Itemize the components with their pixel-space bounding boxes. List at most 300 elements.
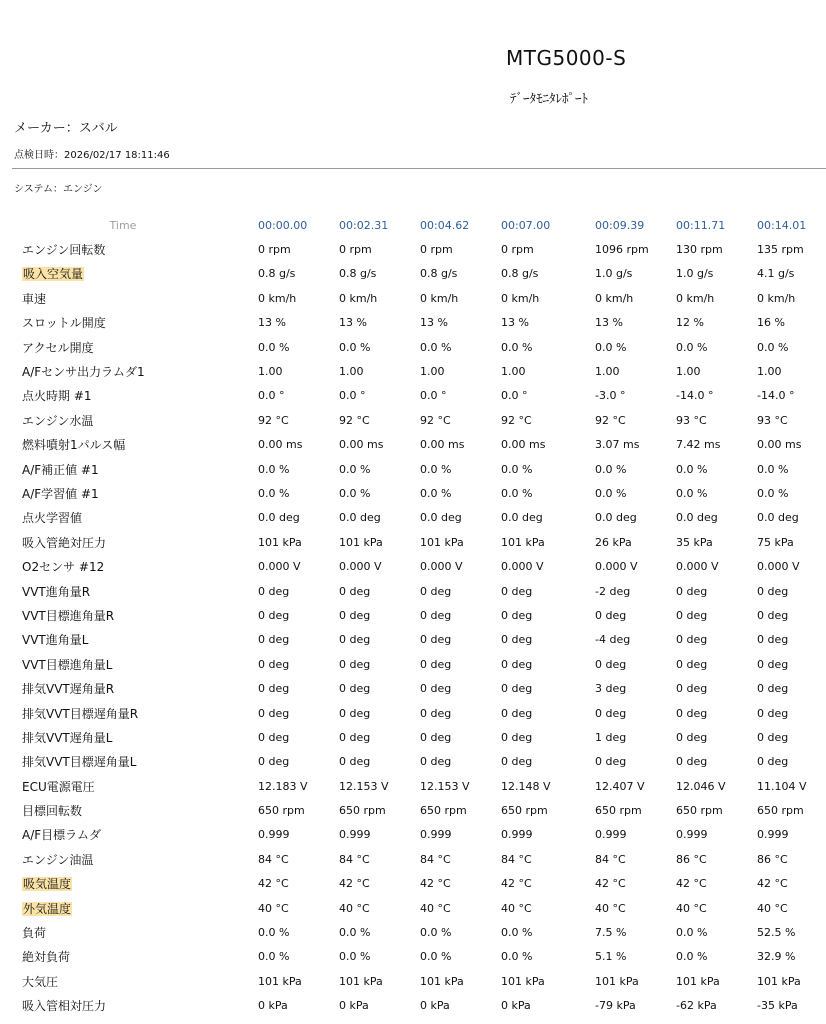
table-row [18, 823, 818, 847]
parameter-name: 吸気温度 [23, 877, 72, 892]
value-cell: 1096 rpm [595, 243, 649, 257]
value-cell: 0 deg [420, 633, 452, 647]
value-cell: 0 deg [501, 682, 533, 696]
value-cell: 650 rpm [676, 804, 723, 818]
parameter-name: 排気VVT目標遅角量L [22, 755, 137, 770]
value-cell: 7.42 ms [676, 438, 721, 452]
value-cell: 0 deg [757, 633, 789, 647]
value-cell: 650 rpm [757, 804, 804, 818]
value-cell: 0 kPa [420, 999, 450, 1013]
parameter-name: VVT進角量L [22, 633, 89, 648]
value-cell: 0.8 g/s [501, 267, 539, 281]
value-cell: 40 °C [258, 901, 289, 915]
value-cell: 0 km/h [595, 291, 634, 305]
value-cell: 0 deg [595, 755, 627, 769]
time-header-cell: 00:02.31 [339, 218, 389, 232]
value-cell: 0 rpm [420, 243, 453, 257]
table-row [18, 872, 818, 896]
value-cell: 101 kPa [339, 535, 383, 549]
time-header-cell: 00:09.39 [595, 218, 645, 232]
value-cell: 40 °C [339, 901, 370, 915]
value-cell: 92 °C [501, 413, 532, 427]
value-cell: 13 % [595, 316, 623, 330]
value-cell: 130 rpm [676, 243, 723, 257]
parameter-name-cell [18, 457, 258, 481]
value-cell: 11.104 V [757, 779, 807, 793]
parameter-name: 排気VVT遅角量L [22, 730, 113, 745]
parameter-name: A/F目標ラムダ [22, 828, 102, 843]
table-row [18, 237, 818, 261]
parameter-name: 車速 [22, 291, 47, 306]
parameter-name: エンジン水温 [22, 413, 94, 428]
value-cell: 650 rpm [501, 804, 548, 818]
header-divider [12, 168, 826, 169]
value-cell: 1.00 [339, 365, 364, 379]
value-cell: 101 kPa [339, 974, 383, 988]
value-cell: 101 kPa [501, 974, 545, 988]
value-cell: 0 deg [757, 682, 789, 696]
parameter-name: 負荷 [22, 926, 47, 941]
value-cell: 0.0 % [757, 486, 789, 500]
parameter-name-cell [18, 506, 258, 530]
value-cell: 1.00 [258, 365, 283, 379]
value-cell: 0 deg [420, 706, 452, 720]
parameter-name-cell [18, 725, 258, 749]
value-cell: 0 deg [420, 730, 452, 744]
table-row [18, 457, 818, 481]
value-cell: 0 deg [339, 755, 371, 769]
value-cell: 0.0 ° [501, 389, 528, 403]
parameter-name-cell [18, 262, 258, 286]
value-cell: 0 deg [339, 706, 371, 720]
value-cell: 0 deg [339, 682, 371, 696]
value-cell: 0.8 g/s [258, 267, 296, 281]
table-row [18, 579, 818, 603]
value-cell: 0.00 ms [420, 438, 465, 452]
table-row [18, 262, 818, 286]
value-cell: 0.000 V [757, 560, 800, 574]
parameter-name: 点火学習値 [22, 511, 83, 526]
parameter-name: 排気VVT目標遅角量R [22, 706, 139, 721]
value-cell: 92 °C [258, 413, 289, 427]
value-cell: 0 deg [676, 730, 708, 744]
table-row [18, 506, 818, 530]
value-cell: 0.999 [595, 828, 627, 842]
time-header-cell: 00:04.62 [420, 218, 470, 232]
value-cell: 1 deg [595, 730, 627, 744]
value-cell: 1.00 [757, 365, 782, 379]
value-cell: 0.0 % [420, 926, 452, 940]
value-cell: 1.0 g/s [595, 267, 633, 281]
value-cell: 0 deg [676, 633, 708, 647]
parameter-name: 外気温度 [23, 901, 72, 916]
parameter-name: O2センサ #12 [22, 560, 105, 575]
value-cell: 0 deg [501, 657, 533, 671]
parameter-name-cell [18, 676, 258, 700]
value-cell: 0 deg [676, 584, 708, 598]
value-cell: 650 rpm [420, 804, 467, 818]
value-cell: 0.00 ms [339, 438, 384, 452]
value-cell: 0 deg [501, 706, 533, 720]
value-cell: 0.0 % [339, 462, 371, 476]
value-cell: 0.0 deg [676, 511, 718, 525]
value-cell: 0.0 % [595, 462, 627, 476]
value-cell: 0 deg [757, 657, 789, 671]
value-cell: 0.0 % [501, 486, 533, 500]
table-row [18, 969, 818, 993]
table-row [18, 750, 818, 774]
value-cell: 0.0 % [676, 462, 708, 476]
value-cell: 0 deg [339, 584, 371, 598]
value-cell: 0.000 V [595, 560, 638, 574]
value-cell: 101 kPa [420, 535, 464, 549]
parameter-name: VVT目標進角量L [22, 657, 113, 672]
value-cell: 0.0 % [757, 340, 789, 354]
value-cell: -14.0 ° [757, 389, 795, 403]
maker-label: メーカー：スバル [14, 121, 118, 136]
value-cell: 0 deg [258, 657, 290, 671]
parameter-name: VVT進角量R [22, 584, 91, 599]
parameter-name-cell [18, 994, 258, 1018]
parameter-name-cell [18, 628, 258, 652]
value-cell: 84 °C [258, 852, 289, 866]
value-cell: 0 deg [501, 755, 533, 769]
value-cell: 0.999 [258, 828, 290, 842]
value-cell: 52.5 % [757, 926, 796, 940]
value-cell: 13 % [501, 316, 529, 330]
parameter-name: 吸入管絶対圧力 [22, 535, 107, 550]
value-cell: 12 % [676, 316, 704, 330]
parameter-name-cell [18, 945, 258, 969]
parameter-name: 燃料噴射1パルス幅 [22, 438, 126, 453]
value-cell: 0.0 deg [420, 511, 462, 525]
table-row [18, 725, 818, 749]
value-cell: 26 kPa [595, 535, 632, 549]
value-cell: -2 deg [595, 584, 631, 598]
parameter-name-cell [18, 237, 258, 261]
value-cell: 40 °C [420, 901, 451, 915]
value-cell: 0.0 % [595, 486, 627, 500]
value-cell: 4.1 g/s [757, 267, 795, 281]
parameter-name: 吸入空気量 [23, 267, 84, 282]
table-row [18, 554, 818, 578]
parameter-name-cell [18, 359, 258, 383]
value-cell: 42 °C [595, 877, 626, 891]
value-cell: 0 deg [339, 608, 371, 622]
time-header-cell: 00:07.00 [501, 218, 551, 232]
value-cell: 3.07 ms [595, 438, 640, 452]
value-cell: 0 deg [420, 657, 452, 671]
value-cell: 0.0 deg [501, 511, 543, 525]
value-cell: 92 °C [420, 413, 451, 427]
value-cell: 13 % [258, 316, 286, 330]
value-cell: 42 °C [339, 877, 370, 891]
parameter-name-cell [18, 554, 258, 578]
table-row [18, 701, 818, 725]
table-row [18, 994, 818, 1018]
parameter-name: A/Fセンサ出力ラムダ1 [22, 365, 145, 380]
value-cell: -3.0 ° [595, 389, 626, 403]
value-cell: 0 deg [501, 608, 533, 622]
value-cell: 0.0 % [420, 950, 452, 964]
parameter-name-cell [18, 481, 258, 505]
parameter-name: A/F学習値 #1 [22, 486, 99, 501]
value-cell: 0.999 [420, 828, 452, 842]
value-cell: 0.0 % [258, 462, 290, 476]
time-header-cell: 00:11.71 [676, 218, 726, 232]
parameter-name-cell [18, 872, 258, 896]
value-cell: 0.0 % [501, 462, 533, 476]
value-cell: 101 kPa [420, 974, 464, 988]
parameter-name-cell [18, 798, 258, 822]
data-monitor-table [18, 213, 818, 1018]
value-cell: 0 deg [258, 584, 290, 598]
value-cell: 13 % [339, 316, 367, 330]
value-cell: 0 deg [420, 584, 452, 598]
value-cell: 5.1 % [595, 950, 627, 964]
value-cell: 0.999 [339, 828, 371, 842]
value-cell: -62 kPa [676, 999, 717, 1013]
value-cell: 101 kPa [676, 974, 720, 988]
table-body [18, 237, 818, 1018]
value-cell: 0 deg [501, 584, 533, 598]
value-cell: 0.00 ms [501, 438, 546, 452]
table-row [18, 847, 818, 871]
value-cell: 1.00 [676, 365, 701, 379]
value-cell: 0.0 % [595, 340, 627, 354]
inspection-datetime: 点検日時：2026/02/17 18:11:46 [14, 150, 170, 161]
value-cell: 86 °C [676, 852, 707, 866]
parameter-name-cell [18, 823, 258, 847]
value-cell: 12.046 V [676, 779, 726, 793]
value-cell: 0.0 deg [757, 511, 799, 525]
value-cell: 0.000 V [676, 560, 719, 574]
parameter-name-cell [18, 408, 258, 432]
value-cell: 93 °C [676, 413, 707, 427]
value-cell: 0 deg [595, 706, 627, 720]
value-cell: 0.00 ms [258, 438, 303, 452]
value-cell: 0.0 % [501, 950, 533, 964]
value-cell: 0 deg [757, 584, 789, 598]
value-cell: 1.00 [595, 365, 620, 379]
parameter-name: ECU電源電圧 [22, 779, 95, 794]
value-cell: 0.0 ° [420, 389, 447, 403]
value-cell: 0 deg [420, 755, 452, 769]
table-row [18, 408, 818, 432]
value-cell: 0 deg [420, 608, 452, 622]
value-cell: 0 deg [258, 730, 290, 744]
table-row [18, 628, 818, 652]
value-cell: 0 deg [339, 657, 371, 671]
value-cell: 42 °C [420, 877, 451, 891]
parameter-name-cell [18, 652, 258, 676]
value-cell: 40 °C [595, 901, 626, 915]
value-cell: 0.0 % [420, 462, 452, 476]
table-row [18, 359, 818, 383]
time-column-label: Time [109, 218, 137, 232]
value-cell: 12.153 V [420, 779, 470, 793]
value-cell: 0 km/h [420, 291, 459, 305]
parameter-name-cell [18, 847, 258, 871]
table-row [18, 920, 818, 944]
value-cell: 0.0 % [258, 340, 290, 354]
parameter-name-cell [18, 579, 258, 603]
value-cell: 0.000 V [258, 560, 301, 574]
value-cell: 135 rpm [757, 243, 804, 257]
value-cell: 42 °C [676, 877, 707, 891]
table-row [18, 652, 818, 676]
value-cell: 1.0 g/s [676, 267, 714, 281]
value-cell: 0 deg [676, 657, 708, 671]
value-cell: 84 °C [595, 852, 626, 866]
value-cell: 0 rpm [501, 243, 534, 257]
parameter-name-cell [18, 701, 258, 725]
table-row [18, 774, 818, 798]
parameter-name: 大気圧 [22, 974, 59, 989]
value-cell: 0 km/h [676, 291, 715, 305]
table-row [18, 798, 818, 822]
value-cell: 101 kPa [258, 535, 302, 549]
value-cell: 0.999 [757, 828, 789, 842]
value-cell: 0 deg [339, 730, 371, 744]
value-cell: 42 °C [258, 877, 289, 891]
parameter-name: エンジン回転数 [22, 243, 106, 258]
value-cell: 101 kPa [501, 535, 545, 549]
value-cell: 12.407 V [595, 779, 645, 793]
parameter-name: 絶対負荷 [22, 950, 71, 965]
parameter-name-cell [18, 286, 258, 310]
value-cell: 650 rpm [258, 804, 305, 818]
value-cell: 0 deg [258, 682, 290, 696]
value-cell: 0.0 deg [258, 511, 300, 525]
value-cell: 16 % [757, 316, 785, 330]
value-cell: 0 km/h [339, 291, 378, 305]
value-cell: 40 °C [676, 901, 707, 915]
value-cell: 0 deg [258, 633, 290, 647]
value-cell: 35 kPa [676, 535, 713, 549]
parameter-name: 目標回転数 [22, 804, 83, 819]
time-header-row [18, 213, 818, 237]
value-cell: 3 deg [595, 682, 627, 696]
parameter-name-cell [18, 384, 258, 408]
parameter-name: 排気VVT遅角量R [22, 682, 115, 697]
value-cell: 0.0 % [258, 926, 290, 940]
value-cell: -4 deg [595, 633, 631, 647]
value-cell: 0 kPa [501, 999, 531, 1013]
parameter-name-cell [18, 920, 258, 944]
value-cell: 42 °C [501, 877, 532, 891]
value-cell: 0 rpm [339, 243, 372, 257]
value-cell: 0.0 % [501, 926, 533, 940]
parameter-name: A/F補正値 #1 [22, 462, 99, 477]
value-cell: 0 km/h [501, 291, 540, 305]
parameter-name: 点火時期 #1 [22, 389, 92, 404]
parameter-name-cell [18, 311, 258, 335]
value-cell: 75 kPa [757, 535, 794, 549]
value-cell: 12.153 V [339, 779, 389, 793]
value-cell: 0.0 ° [258, 389, 285, 403]
value-cell: -35 kPa [757, 999, 798, 1013]
value-cell: 0.000 V [420, 560, 463, 574]
parameter-name-cell [18, 896, 258, 920]
value-cell: 101 kPa [595, 974, 639, 988]
parameter-name-cell [18, 335, 258, 359]
table-row [18, 603, 818, 627]
value-cell: 0 deg [676, 706, 708, 720]
value-cell: 0 deg [676, 755, 708, 769]
parameter-name: エンジン油温 [22, 852, 94, 867]
value-cell: 0.0 % [339, 486, 371, 500]
value-cell: 0 deg [676, 608, 708, 622]
table-row [18, 311, 818, 335]
value-cell: 0.0 deg [339, 511, 381, 525]
value-cell: 13 % [420, 316, 448, 330]
value-cell: 0.999 [676, 828, 708, 842]
table-row [18, 945, 818, 969]
value-cell: 0.0 % [676, 950, 708, 964]
parameter-name-cell [18, 530, 258, 554]
value-cell: 12.148 V [501, 779, 551, 793]
table-row [18, 676, 818, 700]
value-cell: 0 deg [258, 706, 290, 720]
value-cell: 0 kPa [258, 999, 288, 1013]
system-label: システム：エンジン [14, 184, 103, 195]
table-row [18, 896, 818, 920]
table-row [18, 335, 818, 359]
value-cell: 40 °C [501, 901, 532, 915]
value-cell: 0 km/h [258, 291, 297, 305]
value-cell: 101 kPa [258, 974, 302, 988]
value-cell: 0 rpm [258, 243, 291, 257]
value-cell: 0.00 ms [757, 438, 802, 452]
parameter-name: 吸入管相対圧力 [22, 999, 107, 1014]
value-cell: 0 deg [595, 608, 627, 622]
value-cell: 0 kPa [339, 999, 369, 1013]
value-cell: 0.0 % [258, 486, 290, 500]
value-cell: 0.999 [501, 828, 533, 842]
value-cell: 0.0 % [339, 926, 371, 940]
report-subtitle: ﾃﾞｰﾀﾓﾆﾀﾚﾎﾟｰﾄ [510, 92, 588, 107]
value-cell: 0.8 g/s [420, 267, 458, 281]
value-cell: 0 deg [757, 755, 789, 769]
table-row [18, 384, 818, 408]
value-cell: 0.0 % [757, 462, 789, 476]
value-cell: 0.0 % [339, 950, 371, 964]
value-cell: -14.0 ° [676, 389, 714, 403]
parameter-name: スロットル開度 [22, 316, 106, 331]
value-cell: 42 °C [757, 877, 788, 891]
value-cell: 0 deg [501, 633, 533, 647]
value-cell: 0 deg [258, 755, 290, 769]
parameter-name: VVT目標進角量R [22, 608, 115, 623]
value-cell: 0 deg [757, 730, 789, 744]
value-cell: 0.0 % [501, 340, 533, 354]
value-cell: 0.0 % [676, 926, 708, 940]
value-cell: 0.0 % [420, 340, 452, 354]
value-cell: 0 deg [757, 608, 789, 622]
value-cell: 0.000 V [339, 560, 382, 574]
value-cell: 0 deg [258, 608, 290, 622]
value-cell: 0.000 V [501, 560, 544, 574]
device-title: MTG5000-S [506, 46, 627, 70]
value-cell: 0 deg [501, 730, 533, 744]
value-cell: 0 deg [595, 657, 627, 671]
value-cell: 86 °C [757, 852, 788, 866]
value-cell: 0.0 deg [595, 511, 637, 525]
time-header-cell: 00:00.00 [258, 218, 308, 232]
value-cell: 0 deg [757, 706, 789, 720]
value-cell: 32.9 % [757, 950, 796, 964]
